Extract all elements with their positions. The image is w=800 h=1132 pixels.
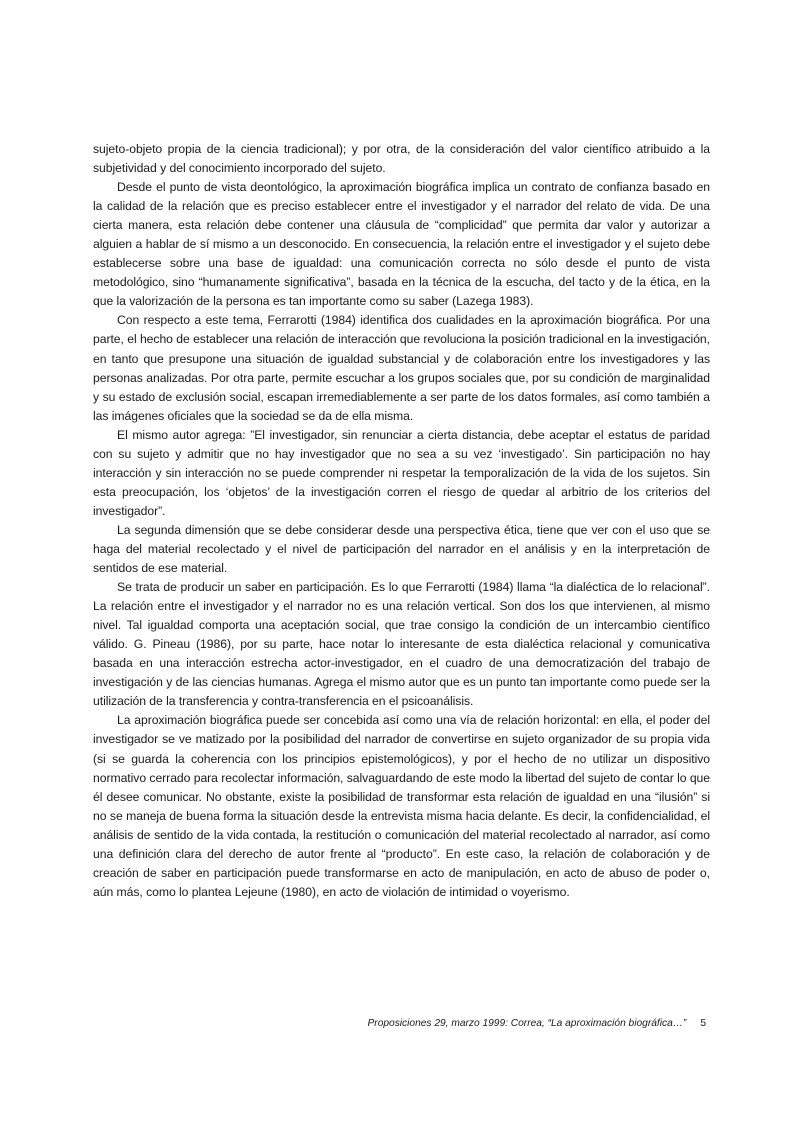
- page-footer: [368, 1017, 706, 1031]
- paragraph-ferrarotti-qualities: Con respecto a este tema, Ferrarotti (1984) identifica dos cualidades en la aproximación biográfica. Por una parte, el hecho de establecer una relación de interacción que revoluciona la posición tradicional en la investigación, en tanto que presupone una situación de igualdad substancial y de colaboración entre los investigadores y las personas analizadas. Por otra parte, permite escuchar a los grupos sociales que, por su condición de marginalidad y su estado de exclusión social, escapan irremediablemente a ser parte de los datos formales, así como también a las imágenes oficiales que la sociedad se da de ella misma.: [93, 313, 710, 423]
- page-number: 5: [700, 1018, 706, 1029]
- paragraph-horizontal-relation: La aproximación biográfica puede ser concebida así como una vía de relación horizontal: en ella, el poder del investigador se ve matizado por la posibilidad del narrador de convertirse en sujeto organizador de su propia vida (si se guarda la coherencia con los principios epistemológicos), y por el hecho de no utilizar un dispositivo normativo cerrado para recolectar información, salvaguardando de este modo la libertad del sujeto de contar lo que él desee comunicar. No obstante, existe la posibilidad de transformar esta relación de igualdad en una “ilusión” si no se maneja de buena forma la situación desde la entrevista misma hacia delante. Es decir, la confidencialidad, el análisis de sentido de la vida contada, la restitución o comunicación del material recolectado al narrador, así como una definición clara del derecho de autor frente al “producto”. En este caso, la relación de colaboración y de creación de saber en participación puede transformarse en acto de manipulación, en acto de abuso de poder o, aún más, como lo plantea Lejeune (1980), en acto de violación de intimidad o voyerismo.: [93, 713, 710, 899]
- body-text: [93, 140, 710, 902]
- paragraph-author-quote: El mismo autor agrega: ”El investigador, sin renunciar a cierta distancia, debe aceptar el estatus de paridad con su sujeto y admitir que no hay investigador que no sea a su vez ‘investigado’. Sin participación no hay interacción y sin interacción no se puede comprender ni respetar la temporalización de la vida de los sujetos. Sin esta preocupación, los ‘objetos’ de la investigación corren el riesgo de quedar al arbitrio de los criterios del investigador”.: [93, 427, 710, 518]
- footer-citation: Proposiciones 29, marzo 1999: Correa, “La aproximación biográfica…”: [367, 1018, 687, 1029]
- paragraph-participatory-knowledge: Se trata de producir un saber en participación. Es lo que Ferrarotti (1984) llama “la dialéctica de lo relacional”. La relación entre el investigador y el narrador no es una relación vertical. Son dos los que intervienen, al mismo nivel. Tal igualdad comporta una aceptación social, que trae consigo la condición de un intercambio científico válido. G. Pineau (1986), por su parte, hace notar lo interesante de esta dialéctica relacional y comunicativa basada en una interacción estrecha actor-investigador, en el cuadro de una democratización del trabajo de investigación y de las ciencias humanas. Agrega el mismo autor que es un punto tan importante como puede ser la utilización de la transferencia y contra-transferencia en el psicoanálisis.: [93, 580, 710, 709]
- paragraph-second-dimension: La segunda dimensión que se debe considerar desde una perspectiva ética, tiene que ver con el uso que se haga del material recolectado y el nivel de participación del narrador en el análisis y en la interpretación de sentidos de ese material.: [93, 522, 710, 576]
- paragraph-continuation: sujeto-objeto propia de la ciencia tradicional); y por otra, de la consideración del valor científico atribuido a la subjetividad y del conocimiento incorporado del sujeto.: [93, 142, 710, 176]
- paragraph-deontological: Desde el punto de vista deontológico, la aproximación biográfica implica un contrato de confianza basado en la calidad de la relación que es preciso establecer entre el investigador y el narrador del relato de vida. De una cierta manera, esta relación debe contener una cláusula de “complicidad” que permita dar valor y autorizar a alguien a hablar de sí mismo a un desconocido. En consecuencia, la relación entre el investigador y el sujeto debe establecerse sobre una base de igualdad: una comunicación correcta no sólo desde el punto de vista metodológico, sino “humanamente significativa”, basada en la técnica de la escucha, del tacto y de la ética, en la que la valorización de la persona es tan importante como su saber (Lazega 1983).: [93, 180, 710, 309]
